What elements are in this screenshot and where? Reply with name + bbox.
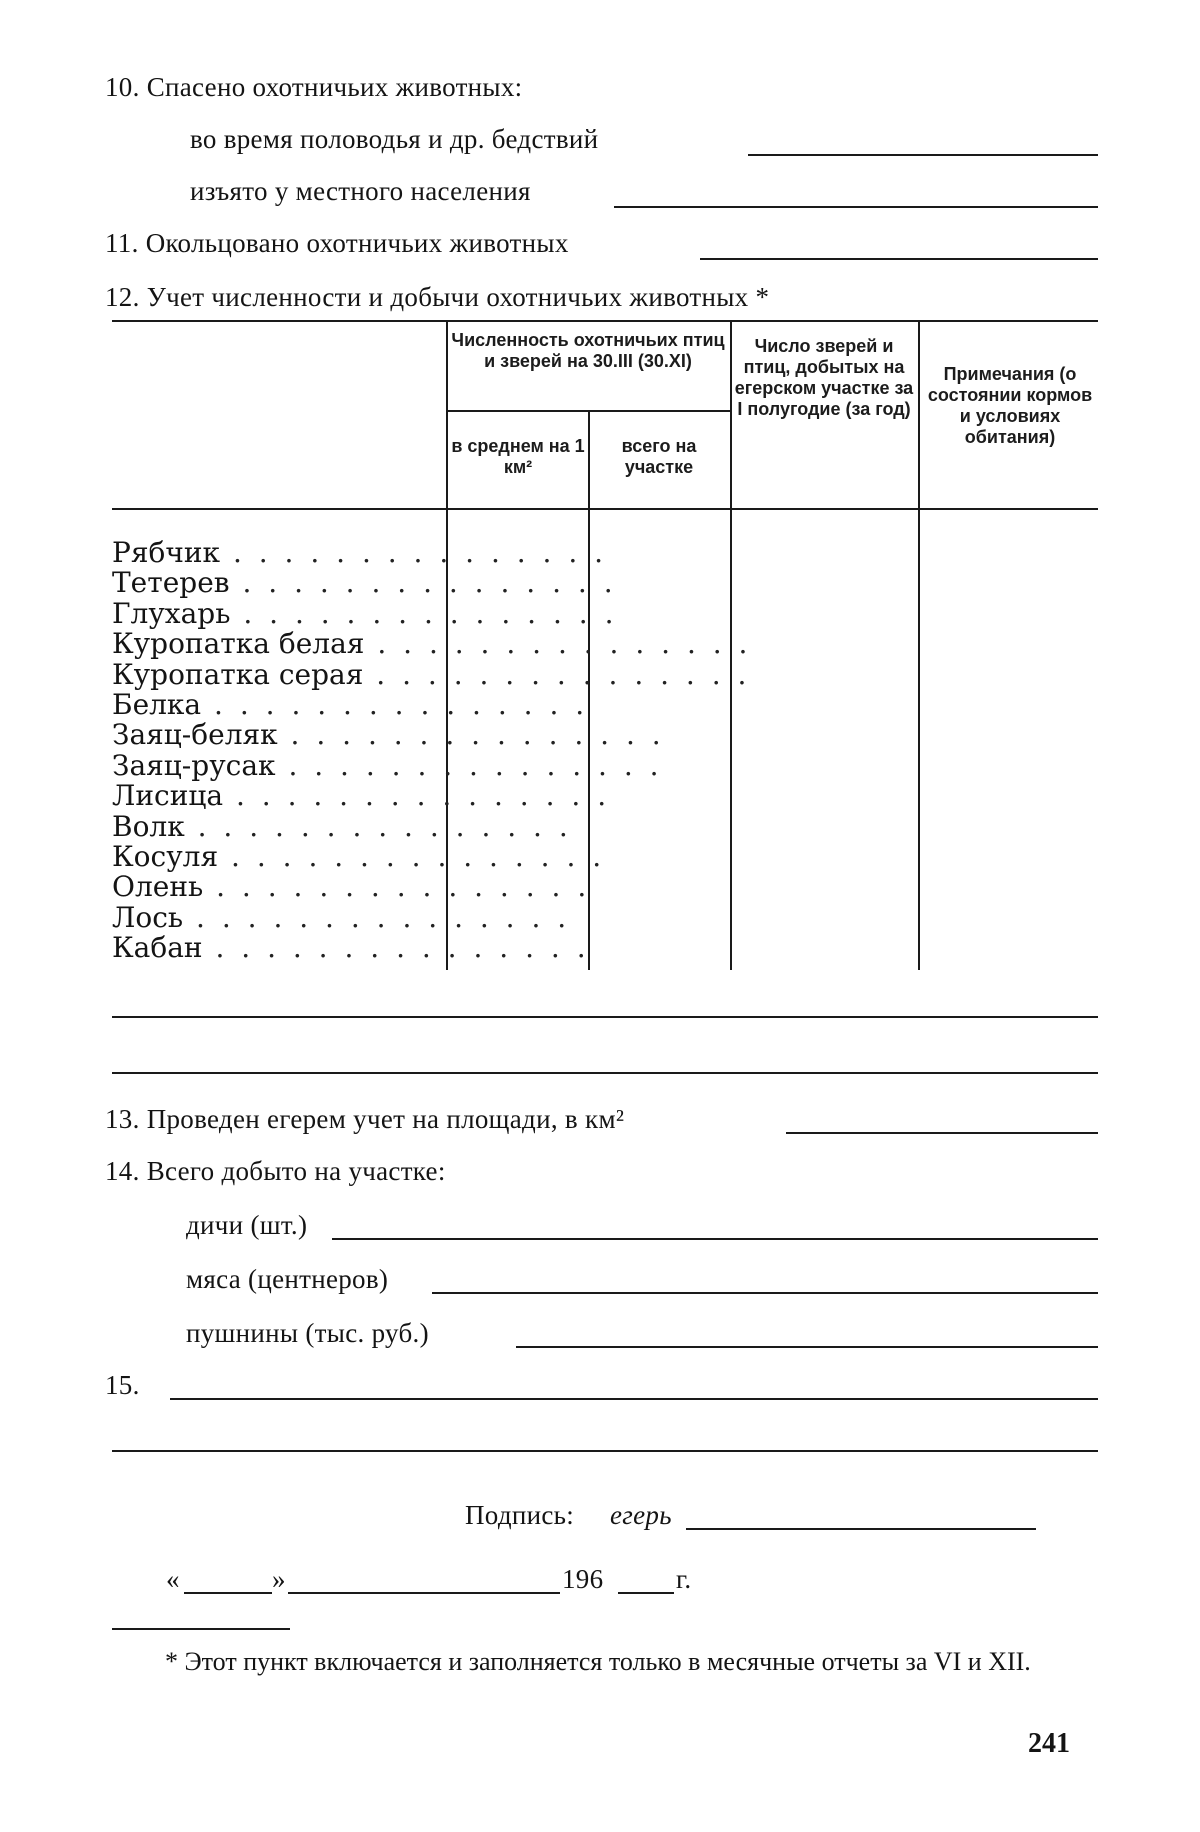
item-14-title: 14. Всего добыто на участке: (105, 1156, 446, 1186)
table-row (112, 931, 590, 965)
leader-dots: . . . . . . . . . . . . . . . (184, 809, 572, 843)
animal-name: Белка (112, 688, 202, 721)
footnote-rule (112, 1628, 290, 1630)
animal-name: Лисица (112, 779, 224, 813)
table-divider-4 (918, 322, 920, 970)
animal-name: Заяц-беляк (112, 718, 278, 752)
header-caught: Число зверей и птиц, добытых на егерском участке за I полугодие (за год) (734, 336, 914, 419)
table-row (112, 536, 608, 569)
item-14-meat-label: мяса (центнеров) (186, 1264, 389, 1294)
date-year-prefix: 196 (562, 1564, 604, 1594)
item-11-field[interactable] (700, 258, 1098, 260)
leader-dots: . . . . . . . . . . . . . . . (364, 627, 752, 661)
table-row (112, 718, 665, 752)
table-row (112, 566, 617, 600)
item-10-seized-label: изъято у местного населения (190, 176, 531, 206)
animal-name: Волк (112, 809, 185, 843)
item-15-label: 15. (105, 1370, 140, 1400)
leader-dots: . . . . . . . . . . . . . . . (203, 870, 591, 904)
item-15-field[interactable] (170, 1398, 1098, 1400)
table-row (112, 809, 572, 843)
item-14-game-field[interactable] (332, 1238, 1098, 1240)
leader-dots: . . . . . . . . . . . . . . . (229, 566, 617, 600)
page-number: 241 (1028, 1728, 1070, 1759)
table-row (112, 596, 618, 630)
item-11-label: 11. Окольцовано охотничьих животных (105, 228, 569, 258)
item-10-floods-label: во время половодья и др. бедствий (190, 124, 599, 154)
leader-dots: . . . . . . . . . . . . . . . (277, 718, 665, 752)
date-open-quote: « (166, 1564, 180, 1594)
date-year-field[interactable] (618, 1592, 674, 1594)
item-10-seized-field[interactable] (614, 206, 1098, 208)
table-row (112, 627, 752, 661)
date-month-field[interactable] (288, 1592, 560, 1594)
header-notes: Примечания (о состоянии кормов и условиях обитания) (927, 364, 1093, 447)
header-population: Численность охотничьих птиц и зверей на 30.III (30.XI) (451, 330, 725, 371)
animal-name: Косуля (112, 840, 219, 873)
leader-dots: . . . . . . . . . . . . . . . (218, 840, 606, 873)
item-10-floods-field[interactable] (748, 154, 1098, 156)
footnote: * Этот пункт включается и заполняется только в месячные отчеты за VI и XII. (165, 1647, 1031, 1676)
item-14-meat-field[interactable] (432, 1292, 1098, 1294)
item-15-field-2[interactable] (112, 1450, 1098, 1452)
blank-line-1[interactable] (112, 1016, 1098, 1018)
table-row (112, 840, 606, 873)
leader-dots: . . . . . . . . . . . . . . . (220, 536, 608, 569)
date-day-field[interactable] (184, 1592, 272, 1594)
animal-name: Заяц-русак (112, 748, 276, 782)
leader-dots: . . . . . . . . . . . . . . . (223, 779, 611, 813)
table-row (112, 870, 591, 904)
blank-line-2[interactable] (112, 1072, 1098, 1074)
animal-name: Лось (112, 900, 184, 934)
animal-name: Глухарь (112, 596, 231, 630)
table-header-rule (112, 508, 1098, 510)
leader-dots: . . . . . . . . . . . . . . . (230, 596, 618, 630)
signature-label: Подпись: (465, 1500, 575, 1530)
leader-dots: . . . . . . . . . . . . . . . (201, 688, 589, 721)
signature-field[interactable] (686, 1528, 1036, 1530)
item-13-label: 13. Проведен егерем учет на площади, в км² (105, 1104, 625, 1134)
table-row (112, 657, 751, 691)
item-14-fur-label: пушнины (тыс. руб.) (186, 1318, 429, 1348)
header-avg-per-km2: в среднем на 1 км² (451, 436, 585, 477)
date-close-quote: » (272, 1564, 286, 1594)
leader-dots: . . . . . . . . . . . . . . . (275, 748, 663, 782)
animal-name: Куропатка белая (112, 627, 365, 661)
table-row (112, 688, 589, 721)
animal-name: Куропатка серая (112, 657, 364, 691)
table-top-rule (112, 320, 1098, 322)
animal-name: Кабан (112, 931, 203, 965)
leader-dots: . . . . . . . . . . . . . . . (363, 657, 751, 691)
signature-role: егерь (610, 1500, 672, 1530)
date-year-suffix: г. (676, 1564, 692, 1594)
item-12-label: 12. Учет численности и добычи охотничьих животных * (105, 282, 770, 312)
leader-dots: . . . . . . . . . . . . . . . (202, 931, 590, 965)
item-14-fur-field[interactable] (516, 1346, 1098, 1348)
animal-name: Тетерев (112, 566, 230, 600)
animal-name: Олень (112, 870, 204, 904)
table-row (112, 779, 611, 813)
item-10-title: 10. Спасено охотничьих животных: (105, 72, 523, 102)
item-14-game-label: дичи (шт.) (186, 1210, 308, 1240)
table-row (112, 900, 571, 934)
item-13-field[interactable] (786, 1132, 1098, 1134)
header-total-on-site: всего на участке (621, 436, 697, 477)
table-row (112, 748, 663, 782)
leader-dots: . . . . . . . . . . . . . . . (183, 900, 571, 934)
animal-name: Рябчик (112, 536, 221, 569)
